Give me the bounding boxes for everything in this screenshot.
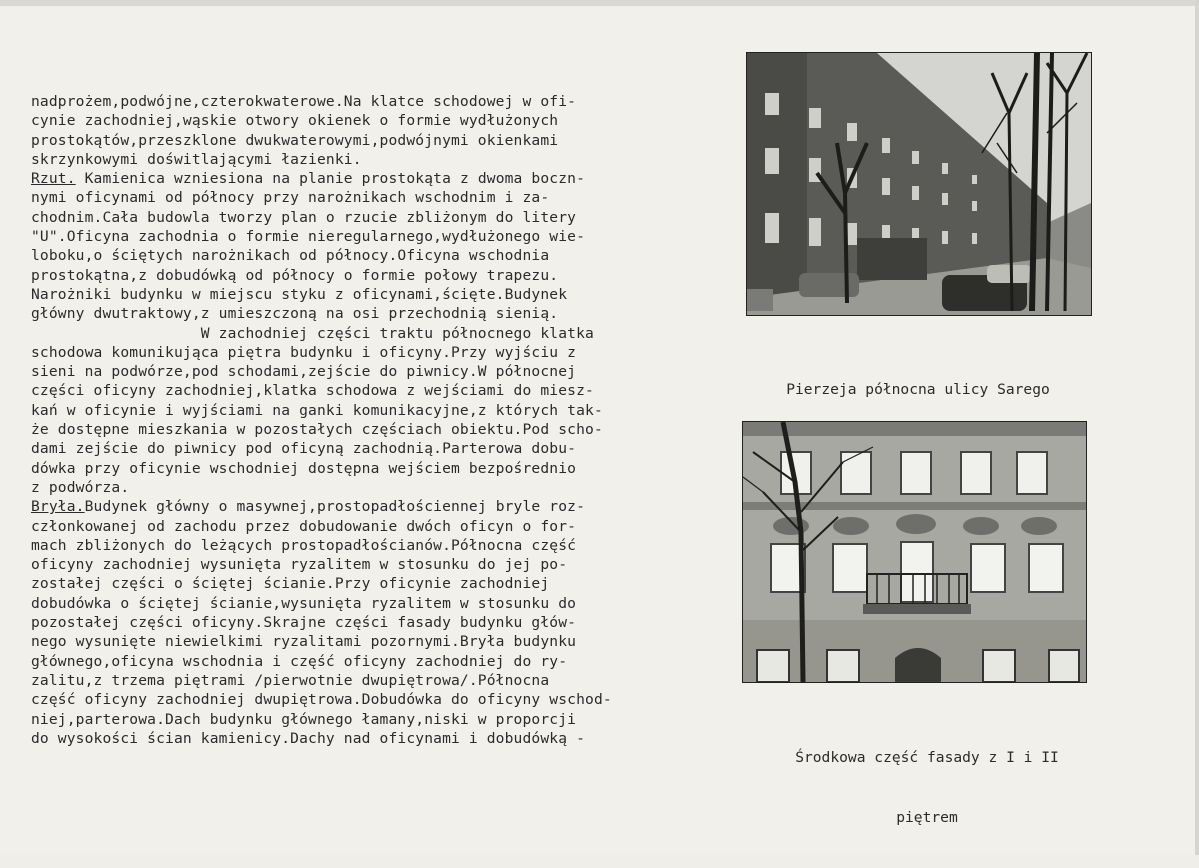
text-line: głównego,oficyna wschodnia i część oficyny zachodniej do ry- — [31, 652, 568, 670]
text-line-bryla: Bryła.Budynek główny o masywnej,prostopadłościennej bryle roz- — [31, 498, 586, 516]
text-line: z podwórza. — [31, 478, 130, 496]
caption-line: piętrem — [896, 809, 958, 826]
text-line: mach zbliżonych do leżących prostopadłościanów.Północna część — [31, 536, 577, 554]
text-line: główny dwutraktowy,z umieszczoną na osi przechodnią sienią. — [31, 305, 559, 323]
page-edge-right — [1195, 0, 1199, 855]
facade-photo-caption — [742, 708, 1112, 868]
section-heading: Bryła. — [31, 498, 85, 516]
typed-text-column — [31, 92, 711, 748]
text-line: części oficyny zachodniej,klatka schodowa z wejściami do miesz- — [31, 382, 594, 400]
text-line: W zachodniej części traktu północnego klatka — [31, 324, 594, 342]
text-line: dami zejście do piwnicy pod oficyną zachodnią.Parterowa dobu- — [31, 440, 577, 458]
text-line: niej,parterowa.Dach budynku głównego łamany,niski w proporcji — [31, 710, 577, 728]
text-line: Narożniki budynku w miejscu styku z oficynami,ścięte.Budynek — [31, 285, 568, 303]
text-line: dobudówka o ściętej ścianie,wysunięta ryzalitem w stosunku do — [31, 594, 577, 612]
text-line: zalitu,z trzema piętrami /pierwotnie dwupiętrowa/.Północna — [31, 671, 550, 689]
text-line: do wysokości ścian kamienicy.Dachy nad oficynami i dobudówką - — [31, 729, 586, 747]
text-line: nymi oficynami od północy przy narożnikach wschodnim i za- — [31, 189, 550, 207]
text-line: nego wysunięte niewielkimi ryzalitami pozornymi.Bryła budynku — [31, 633, 577, 651]
text-line: że dostępne mieszkania w pozostałych częściach obiektu.Pod scho- — [31, 421, 603, 439]
page-edge-top — [0, 0, 1199, 6]
street-photo-image — [747, 53, 1091, 315]
facade-photo-image — [743, 422, 1086, 682]
facade-photo — [742, 421, 1087, 683]
text-line: schodowa komunikująca piętra budynku i oficyny.Przy wyjściu z — [31, 343, 577, 361]
text-line: "U".Oficyna zachodnia o formie nieregularnego,wydłużonego wie- — [31, 228, 586, 246]
caption-line: Pierzeja północna ulicy Sarego — [786, 381, 1050, 398]
section-heading: Rzut. — [31, 170, 76, 188]
text-line: loboku,o ściętych narożnikach od północy.Oficyna wschodnia — [31, 247, 550, 265]
text-line: część oficyny zachodniej dwupiętrowa.Dobudówka do oficyny wschod- — [31, 691, 612, 709]
text-line: nadprożem,podwójne,czterokwaterowe.Na klatce schodowej w ofi- — [31, 93, 577, 110]
text-line-rzut: Rzut. Kamienica wzniesiona na planie prostokąta z dwoma boczn- — [31, 170, 586, 188]
text-line: pozostałej części oficyny.Skrajne części fasady budynku głów- — [31, 614, 577, 632]
text-line: kań w oficynie i wyjściami na ganki komunikacyjne,z których tak- — [31, 401, 603, 419]
text-line: sieni na podwórze,pod schodami,zejście do piwnicy.W północnej — [31, 363, 577, 381]
street-photo — [746, 52, 1092, 316]
text-line: prostokątów,przeszklone dwukwaterowymi,podwójnymi okienkami — [31, 131, 559, 149]
text-line: cynie zachodniej,wąskie otwory okienek o formie wydłużonych — [31, 112, 559, 130]
text-line: zostałej części o ściętej ścianie.Przy oficynie zachodniej — [31, 575, 550, 593]
text-line: prostokątna,z dobudówką od północy o formie połowy trapezu. — [31, 266, 559, 284]
text-line: chodnim.Cała budowla tworzy plan o rzucie zbliżonym do litery — [31, 208, 577, 226]
text-line: oficyny zachodniej wysunięta ryzalitem w stosunku do jej po- — [31, 556, 568, 574]
text-line: dówka przy oficynie wschodniej dostępna wejściem bezpośrednio — [31, 459, 577, 477]
text-line: skrzynkowymi doświtlającymi łazienki. — [31, 150, 362, 168]
caption-line: Środkowa część fasady z I i II — [795, 749, 1059, 766]
text-line: członkowanej od zachodu przez dobudowanie dwóch oficyn o for- — [31, 517, 577, 535]
